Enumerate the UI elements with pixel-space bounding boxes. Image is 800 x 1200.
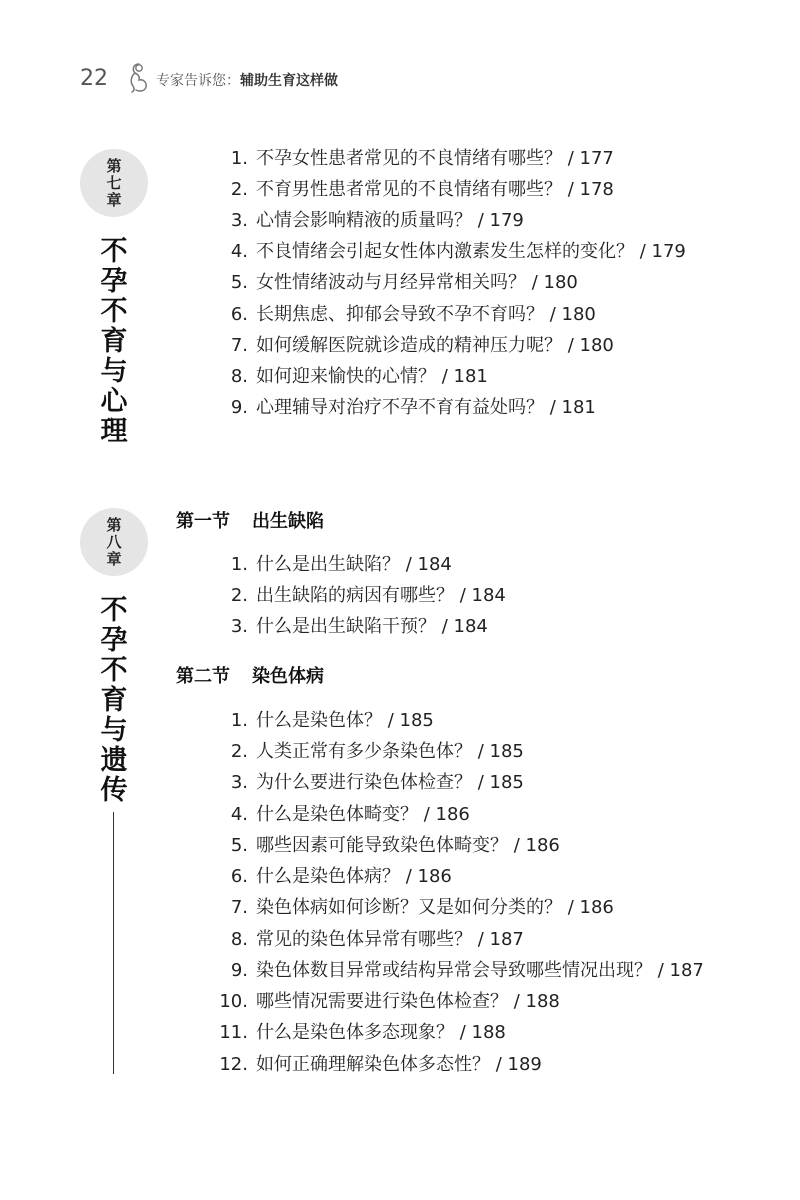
toc-item[interactable]: 6. 长期焦虑、抑郁会导致不孕不育吗？ / 180 (230, 304, 596, 325)
pregnant-woman-logo-icon (126, 62, 152, 94)
toc-item[interactable]: 3. 为什么要进行染色体检查？ / 185 (230, 772, 524, 793)
toc-item[interactable]: 1. 什么是染色体？ / 185 (230, 710, 434, 731)
chapter-8-title: 不 孕 不 育 与 遗 传 (100, 595, 128, 806)
toc-item[interactable]: 5. 哪些因素可能导致染色体畸变？ / 186 (230, 835, 560, 856)
toc-item[interactable]: 9. 心理辅导对治疗不孕不育有益处吗？ / 181 (230, 397, 596, 418)
book-title: 专家告诉您：辅助生育这样做 (156, 73, 338, 89)
chapter-divider-line (113, 812, 114, 1074)
page-number: 22 (80, 66, 108, 91)
toc-item[interactable]: 4. 什么是染色体畸变？ / 186 (230, 804, 470, 825)
toc-item[interactable]: 8. 如何迎来愉快的心情？ / 181 (230, 366, 488, 387)
toc-item[interactable]: 7. 如何缓解医院就诊造成的精神压力呢？ / 180 (230, 335, 614, 356)
chapter-7-badge: 第 七 章 (80, 149, 148, 217)
chapter-7-title: 不 孕 不 育 与 心 理 (100, 236, 128, 447)
toc-item[interactable]: 1. 什么是出生缺陷？ / 184 (230, 554, 452, 575)
toc-item[interactable]: 5. 女性情绪波动与月经异常相关吗？ / 180 (230, 272, 578, 293)
toc-item[interactable]: 3. 心情会影响精液的质量吗？ / 179 (230, 210, 524, 231)
section-heading[interactable]: 第一节 出生缺陷 (176, 511, 324, 532)
toc-item[interactable]: 1. 不孕女性患者常见的不良情绪有哪些？ / 177 (230, 148, 614, 169)
chapter-8-badge: 第 八 章 (80, 508, 148, 576)
toc-item[interactable]: 4. 不良情绪会引起女性体内激素发生怎样的变化？ / 179 (230, 241, 686, 262)
toc-item[interactable]: 2. 人类正常有多少条染色体？ / 185 (230, 741, 524, 762)
toc-item[interactable]: 12. 如何正确理解染色体多态性？ / 189 (219, 1054, 542, 1075)
toc-item[interactable]: 8. 常见的染色体异常有哪些？ / 187 (230, 929, 524, 950)
toc-item[interactable]: 9. 染色体数目异常或结构异常会导致哪些情况出现？ / 187 (230, 960, 704, 981)
toc-item[interactable]: 2. 不育男性患者常见的不良情绪有哪些？ / 178 (230, 179, 614, 200)
toc-item[interactable]: 10. 哪些情况需要进行染色体检查？ / 188 (219, 991, 560, 1012)
toc-item[interactable]: 11. 什么是染色体多态现象？ / 188 (219, 1022, 506, 1043)
toc-item[interactable]: 6. 什么是染色体病？ / 186 (230, 866, 452, 887)
toc-item[interactable]: 3. 什么是出生缺陷干预？ / 184 (230, 616, 488, 637)
toc-item[interactable]: 7. 染色体病如何诊断？又是如何分类的？ / 186 (230, 897, 614, 918)
section-heading[interactable]: 第二节 染色体病 (176, 666, 324, 687)
toc-item[interactable]: 2. 出生缺陷的病因有哪些？ / 184 (230, 585, 506, 606)
